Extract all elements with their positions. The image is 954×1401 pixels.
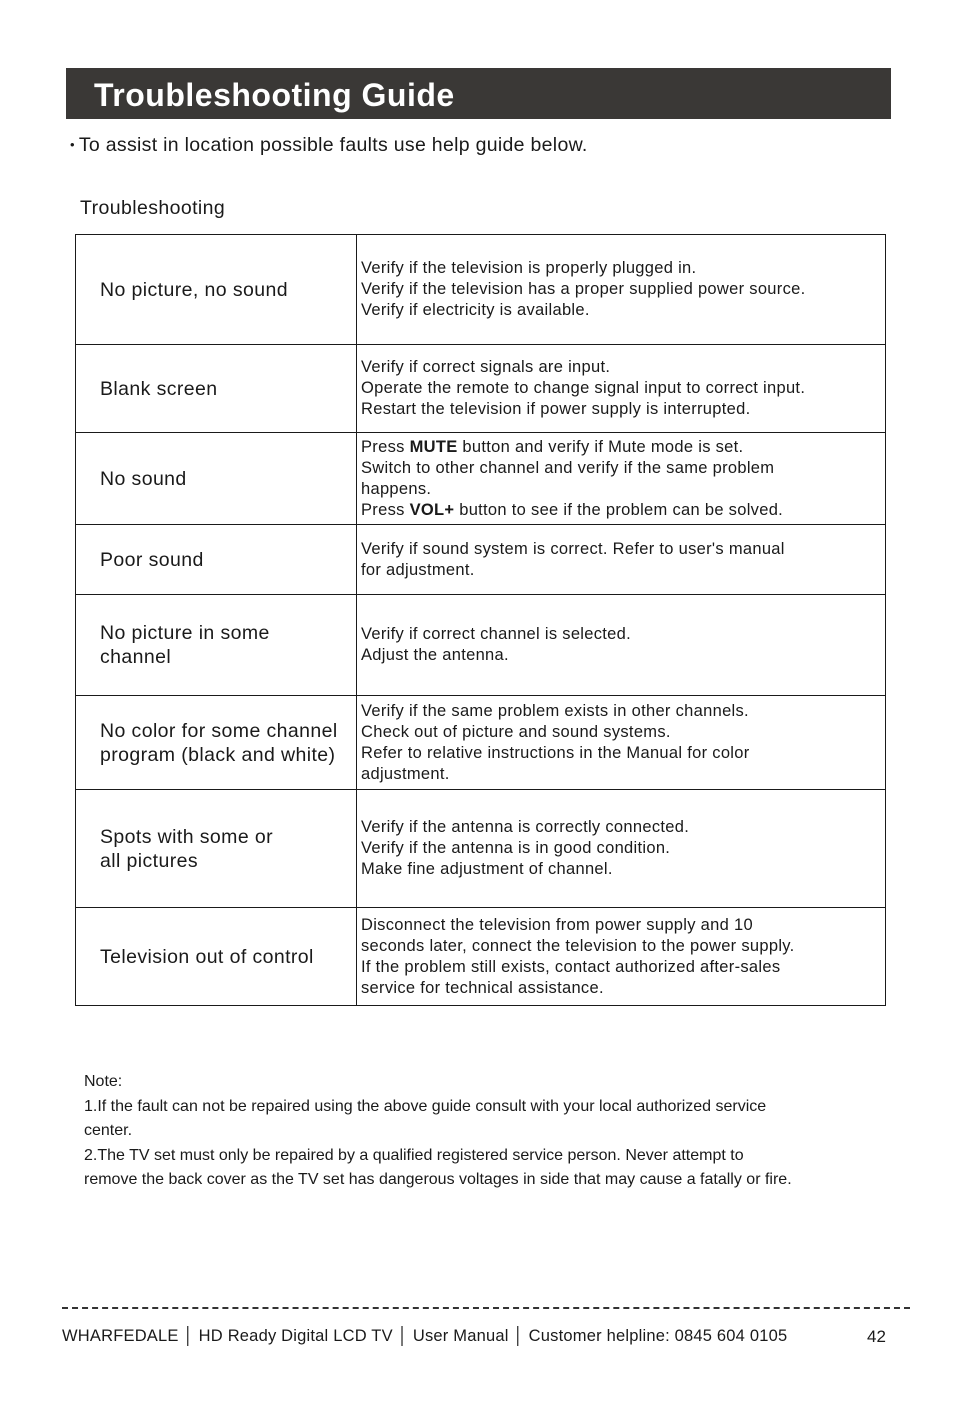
symptom-text: Television out of control bbox=[100, 945, 314, 968]
symptom-cell bbox=[76, 525, 357, 595]
remedy-line bbox=[357, 479, 885, 500]
remedy-line: adjustment. bbox=[361, 764, 450, 783]
symptom-text: channel bbox=[100, 646, 172, 668]
remedy-text: Press bbox=[361, 500, 410, 519]
remedy-line: Verify if sound system is correct. Refer to user's manual bbox=[361, 539, 785, 558]
remedy-line: service for technical assistance. bbox=[361, 978, 604, 997]
remedy-text: happens. bbox=[361, 479, 432, 498]
page-number: 42 bbox=[867, 1327, 886, 1346]
remedy-line: Verify if correct signals are input. bbox=[361, 358, 611, 376]
table-row bbox=[76, 696, 886, 790]
remedy-cell bbox=[357, 235, 886, 345]
symptom-text: No picture in some bbox=[100, 622, 270, 644]
button-name: MUTE bbox=[409, 437, 458, 456]
button-name: VOL+ bbox=[409, 500, 455, 519]
remedy-line: Disconnect the television from power supply and 10 bbox=[361, 915, 753, 934]
remedy-line: Adjust the antenna. bbox=[361, 646, 509, 664]
title-bar bbox=[66, 68, 891, 119]
remedy-cell bbox=[357, 595, 886, 696]
remedy-line: Make fine adjustment of channel. bbox=[361, 860, 613, 878]
symptom-cell bbox=[76, 790, 357, 908]
bullet-icon: • bbox=[70, 137, 75, 152]
remedy-cell bbox=[357, 525, 886, 595]
troubleshooting-table bbox=[75, 234, 886, 1006]
remedy-cell bbox=[357, 908, 886, 1006]
remedy-line: Restart the television if power supply is interrupted. bbox=[361, 400, 751, 418]
note-line: remove the back cover as the TV set has dangerous voltages in side that may cause a fatally or fire. bbox=[84, 1171, 792, 1188]
table-row bbox=[76, 433, 886, 525]
remedy-line: Operate the remote to change signal input to correct input. bbox=[361, 379, 806, 397]
intro-line bbox=[70, 134, 588, 157]
remedy-line bbox=[357, 437, 885, 458]
remedy-line: for adjustment. bbox=[361, 560, 475, 579]
symptom-cell bbox=[76, 345, 357, 433]
remedy-line: Verify if the television is properly plugged in. bbox=[361, 259, 697, 277]
symptom-cell bbox=[76, 433, 357, 525]
table-row bbox=[76, 235, 886, 345]
symptom-cell bbox=[76, 595, 357, 696]
table-row bbox=[76, 595, 886, 696]
remedy-cell bbox=[357, 790, 886, 908]
symptom-text: No picture, no sound bbox=[100, 278, 288, 301]
remedy-line: Verify if the antenna is in good condition. bbox=[361, 839, 671, 857]
remedy-cell bbox=[357, 345, 886, 433]
footer-text: WHARFEDALE │ HD Ready Digital LCD TV │ User Manual │ Customer helpline: 0845 604 0105 bbox=[62, 1327, 788, 1345]
remedy-line: Check out of picture and sound systems. bbox=[361, 722, 671, 741]
remedy-line bbox=[357, 500, 885, 521]
note-line: center. bbox=[84, 1122, 133, 1139]
footer-divider bbox=[62, 1307, 910, 1309]
symptom-text: Poor sound bbox=[100, 548, 204, 571]
remedy-line: Verify if the antenna is correctly connected. bbox=[361, 818, 690, 836]
symptom-text: all pictures bbox=[100, 849, 199, 872]
table-row bbox=[76, 525, 886, 595]
remedy-text: button to see if the problem can be solved. bbox=[454, 500, 784, 519]
remedy-line bbox=[357, 458, 885, 479]
section-label: Troubleshooting bbox=[80, 197, 226, 219]
symptom-cell bbox=[76, 908, 357, 1006]
symptom-cell bbox=[76, 235, 357, 345]
symptom-text: Blank screen bbox=[100, 377, 218, 400]
remedy-cell bbox=[357, 696, 886, 790]
note-line: 2.The TV set must only be repaired by a qualified registered service person. Never attempt to bbox=[84, 1146, 744, 1164]
remedy-line: Verify if electricity is available. bbox=[361, 301, 590, 319]
remedy-line: Verify if the television has a proper supplied power source. bbox=[361, 280, 806, 298]
remedy-line: Verify if the same problem exists in other channels. bbox=[361, 701, 749, 720]
intro-text: To assist in location possible faults use help guide below. bbox=[78, 134, 588, 156]
remedy-text: Switch to other channel and verify if the same problem bbox=[361, 458, 775, 477]
table-row bbox=[76, 908, 886, 1006]
remedy-line: If the problem still exists, contact authorized after-sales bbox=[361, 957, 781, 976]
remedy-cell bbox=[357, 433, 886, 525]
symptom-text: Spots with some or bbox=[100, 825, 274, 848]
remedy-line: Verify if correct channel is selected. bbox=[361, 625, 632, 643]
notes-block bbox=[84, 1070, 904, 1193]
remedy-line: seconds later, connect the television to the power supply. bbox=[361, 936, 795, 955]
remedy-text: button and verify if Mute mode is set. bbox=[457, 437, 744, 456]
table-row bbox=[76, 790, 886, 908]
symptom-text: No sound bbox=[100, 467, 187, 490]
table-row bbox=[76, 345, 886, 433]
symptom-text: program (black and white) bbox=[100, 743, 336, 766]
symptom-cell bbox=[76, 696, 357, 790]
remedy-text: Press bbox=[361, 437, 410, 456]
notes-heading: Note: bbox=[84, 1073, 123, 1090]
remedy-line: Refer to relative instructions in the Manual for color bbox=[361, 743, 750, 762]
note-line: 1.If the fault can not be repaired using the above guide consult with your local authorized service bbox=[84, 1097, 767, 1115]
symptom-text: No color for some channel bbox=[100, 719, 338, 742]
page-title: Troubleshooting Guide bbox=[94, 77, 455, 113]
